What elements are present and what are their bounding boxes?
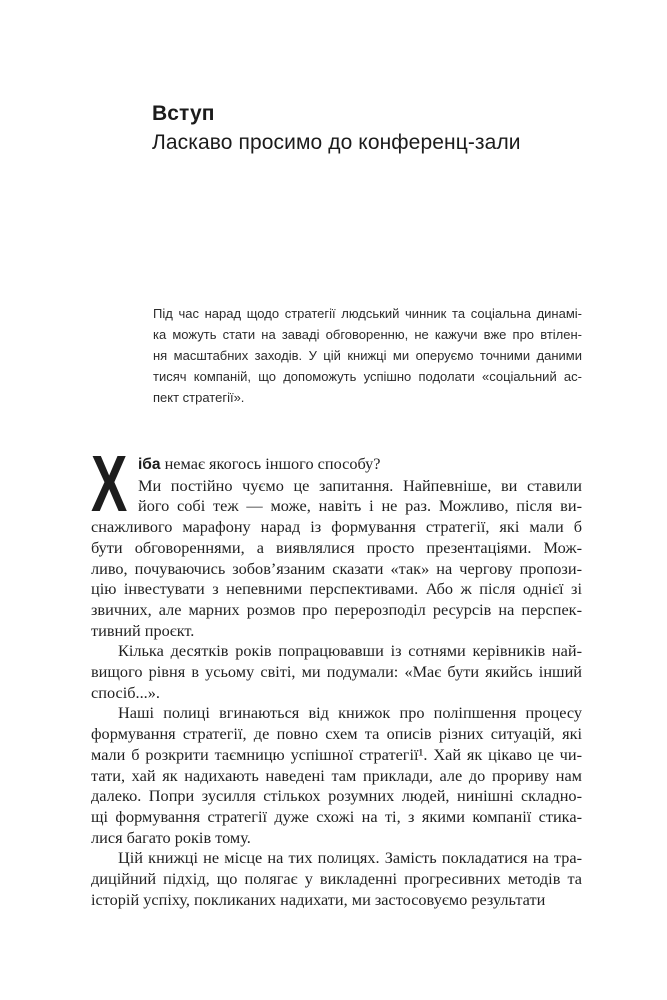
text-line: ливо, почуваючись зобов’язаним сказати «так» на чергову пропози- — [91, 558, 582, 578]
text-line: Цій книжці не місце на тих полицях. Замість покладатися на тра- — [118, 848, 582, 868]
paragraph — [91, 476, 582, 642]
text-line: бути обговореннями, а виявлялися просто презентаціями. Мож- — [91, 537, 582, 557]
text-line: Під час нарад щодо стратегії людський чинник та соціальна динамі- — [153, 306, 582, 321]
text-line: історій успіху, покликаних надихати, ми застосовуємо результати — [91, 889, 546, 909]
text-line: диційний підхід, що полягає у викладенні прогресивних методів та — [91, 869, 582, 889]
text-line: тивний проєкт. — [91, 620, 195, 640]
text-line: вищого рівня в усьому світі, ми подумали: «Має бути якийсь інший — [91, 662, 582, 682]
paragraph — [91, 848, 582, 910]
body-text — [91, 439, 582, 910]
dropcap-letter: Х — [91, 439, 128, 528]
text-line: щі формування стратегії дуже схожі на ті, з якими компанії стика- — [91, 806, 582, 826]
text-line: ня масштабних заходів. У цій книжці ми оперуємо точними даними — [153, 348, 582, 363]
text-line: спосіб...». — [91, 682, 160, 702]
text-line: цію інвестувати з непевними перспективами. Або ж після однієї зі — [91, 579, 582, 599]
text-line: тисяч компаній, що допоможуть успішно подолати «соціальний ас- — [153, 369, 582, 384]
chapter-heading — [152, 99, 521, 157]
text-line: Кілька десятків років попрацювавши із сотнями керівників най- — [118, 641, 582, 661]
text-line: тати, хай як надихають наведені там приклади, але до прориву нам — [91, 765, 582, 785]
chapter-title: Вступ — [152, 102, 215, 125]
epigraph — [153, 303, 582, 408]
lead-rest: немає якогось іншого способу? — [160, 454, 381, 473]
opening-question-line — [91, 454, 582, 476]
text-line: Ми постійно чуємо це запитання. Найпевніше, ви ставили — [138, 475, 582, 495]
paragraph-opening — [91, 439, 582, 641]
text-line: формування стратегії, де повно схем та описів різних ситуацій, які — [91, 724, 582, 744]
text-line: ка можуть стати на заваді обговоренню, не кажучи вже про втілен- — [153, 327, 582, 342]
chapter-subtitle: Ласкаво просимо до конференц-зали — [152, 131, 521, 154]
lead-word-bold: іба — [138, 456, 161, 473]
text-line: його собі теж — може, навіть і не раз. Можливо, після ви- — [138, 496, 582, 516]
text-line: Наші полиці вгинаються від книжок про поліпшення процесу — [118, 703, 582, 723]
text-line: мали б розкрити таємницю успішної стратегії¹. Хай як цікаво це чи- — [91, 744, 582, 764]
text-line: пект стратегії». — [153, 390, 245, 405]
text-line: звичних, але марних розмов про перерозподіл ресурсів на перспек- — [91, 599, 582, 619]
text-line: лися багато років тому. — [91, 827, 251, 847]
paragraph — [91, 703, 582, 848]
paragraph — [91, 641, 582, 703]
text-line: снажливого марафону нарад із формування стратегії, які мали б — [91, 517, 582, 537]
text-line: далеко. Попри зусилля стількох розумних людей, нинішні складно- — [91, 786, 582, 806]
